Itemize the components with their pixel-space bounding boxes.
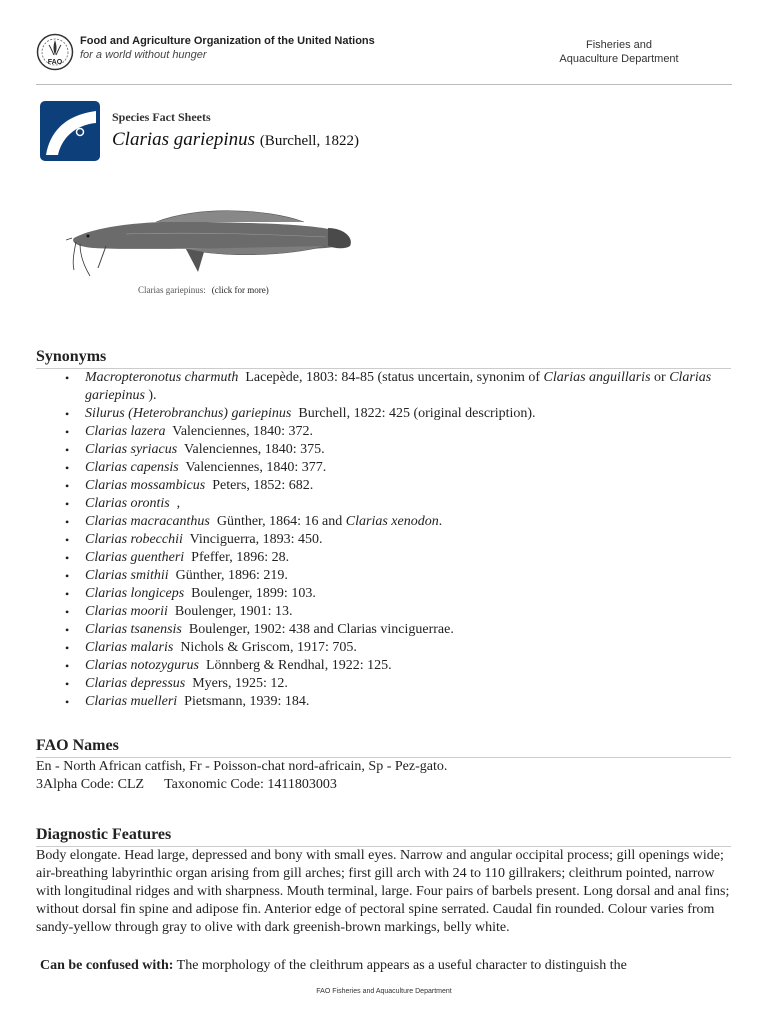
fao-logo-icon: [36, 33, 74, 71]
confused-label: Can be confused with:: [40, 958, 174, 973]
synonym-item: [85, 567, 731, 585]
synonym-item: [85, 531, 731, 549]
synonym-name: Clarias muelleri: [85, 694, 178, 709]
synonym-reference: Vinciguerra, 1893: 450.: [189, 532, 323, 547]
fao-names-line: En - North African catfish, Fr - Poisson-chat nord-africain, Sp - Pez-gato.: [36, 759, 448, 774]
synonym-item: [85, 405, 731, 423]
synonym-name: Clarias anguillaris: [543, 370, 651, 385]
figure-caption: [138, 285, 269, 295]
synonym-name: Clarias robecchii: [85, 532, 183, 547]
synonym-name: Silurus (Heterobranchus) gariepinus: [85, 406, 292, 421]
synonym-reference: Günther, 1864: 16 and: [216, 514, 346, 529]
department-line-2: Aquaculture Department: [559, 53, 679, 65]
page-footer: FAO Fisheries and Aquaculture Department: [316, 988, 452, 995]
svg-text:FAO: FAO: [47, 59, 63, 66]
synonyms-section: [36, 348, 731, 711]
synonym-item: [85, 549, 731, 567]
synonym-name: Clarias moorii: [85, 604, 168, 619]
species-name: Clarias gariepinus: [112, 129, 256, 150]
synonym-item: [85, 639, 731, 657]
synonym-reference: Lacepède, 1803: 84-85 (status uncertain, synonim of: [245, 370, 544, 385]
synonym-reference: Valenciennes, 1840: 375.: [183, 442, 325, 457]
alpha-code: 3Alpha Code: CLZ: [36, 777, 145, 792]
fao-names-section: [36, 737, 731, 794]
synonym-item: [85, 621, 731, 639]
catfish-illustration[interactable]: [66, 200, 356, 280]
header-divider: [36, 84, 732, 85]
synonym-item: [85, 585, 731, 603]
section-label: Species Fact Sheets: [112, 110, 211, 124]
synonym-item: [85, 369, 731, 405]
synonym-reference: Boulenger, 1901: 13.: [174, 604, 293, 619]
synonym-name: Clarias longiceps: [85, 586, 185, 601]
caption-text: Clarias gariepinus:: [138, 285, 206, 295]
synonym-reference: Nichols & Griscom, 1917: 705.: [180, 640, 357, 655]
synonym-reference: Myers, 1925: 12.: [192, 676, 288, 691]
codes-line: [36, 776, 731, 794]
synonym-item: [85, 459, 731, 477]
org-name: Food and Agriculture Organization of the United Nations: [80, 35, 375, 47]
synonym-name: Clarias notozygurus: [85, 658, 199, 673]
synonym-item: [85, 657, 731, 675]
synonym-name: Clarias macracanthus: [85, 514, 210, 529]
synonym-name: Macropteronotus charmuth: [85, 370, 239, 385]
synonym-name: Clarias lazera: [85, 424, 166, 439]
page-header: [36, 33, 732, 85]
synonyms-list: [36, 369, 731, 711]
synonym-reference: Peters, 1852: 682.: [212, 478, 314, 493]
diagnostic-section: [36, 826, 731, 937]
synonym-item: [85, 513, 731, 531]
diagnostic-heading: Diagnostic Features: [36, 826, 731, 847]
taxonomic-code: Taxonomic Code: 1411803003: [164, 777, 337, 792]
confused-text: The morphology of the cleithrum appears as a useful character to distinguish the: [173, 958, 627, 973]
synonym-reference: Pietsmann, 1939: 184.: [184, 694, 310, 709]
synonym-reference: Lönnberg & Rendhal, 1922: 125.: [205, 658, 392, 673]
org-block: [80, 35, 375, 61]
synonym-item: [85, 693, 731, 711]
synonym-reference: Boulenger, 1902: 438 and Clarias vinciguerrae.: [188, 622, 454, 637]
synonym-name: Clarias guentheri: [85, 550, 185, 565]
diagnostic-text: Body elongate. Head large, depressed and bony with small eyes. Narrow and angular occipital process; gill openings wide; air-breathing labyrinthic organ arising from gill arches; first gill arch with 24 to 110 gillrakers; cleithrum pointed, narrow with longitudinal ridges and with sharpness. Mouth terminal, large. Four pairs of barbels present. Long dorsal and anal fins; without dorsal fin spine and adipose fin. Anterior edge of pectoral spine serrated. Caudal fin rounded. Colour varies from sandy-yellow through gray to olive with dark greenish-brown markings, belly white.: [36, 848, 730, 935]
synonym-item: [85, 495, 731, 513]
click-for-more-link[interactable]: (click for more): [211, 285, 269, 295]
synonym-name: Clarias xenodon: [345, 514, 439, 529]
department-line-1: Fisheries and: [585, 39, 653, 51]
synonyms-heading: Synonyms: [36, 348, 731, 369]
synonym-reference: Boulenger, 1899: 103.: [191, 586, 316, 601]
synonym-name: Clarias tsanensis: [85, 622, 182, 637]
synonym-reference: Valenciennes, 1840: 372.: [172, 424, 314, 439]
synonym-reference: Günther, 1896: 219.: [175, 568, 288, 583]
synonym-item: [85, 603, 731, 621]
synonym-reference: or: [650, 370, 670, 385]
synonym-reference: .: [438, 514, 443, 529]
synonym-item: [85, 441, 731, 459]
synonym-item: [85, 477, 731, 495]
synonym-name: Clarias capensis: [85, 460, 179, 475]
synonym-name: Clarias mossambicus: [85, 478, 206, 493]
synonym-reference: Valenciennes, 1840: 377.: [185, 460, 327, 475]
species-fact-sheet-icon: [40, 101, 100, 161]
synonym-reference: Burchell, 1822: 425 (original description).: [298, 406, 536, 421]
confused-with: [40, 957, 730, 975]
synonym-reference: ,: [176, 496, 181, 511]
synonym-name: Clarias smithii: [85, 568, 169, 583]
synonym-reference: Pfeffer, 1896: 28.: [191, 550, 290, 565]
synonym-name: Clarias syriacus: [85, 442, 178, 457]
synonym-name: Clarias orontis: [85, 496, 170, 511]
synonym-name: Clarias depressus: [85, 676, 186, 691]
synonym-reference: ).: [144, 388, 157, 403]
org-tagline: for a world without hunger: [80, 49, 207, 61]
synonym-item: [85, 675, 731, 693]
species-authority: (Burchell, 1822): [259, 133, 359, 149]
department-name: [544, 38, 694, 66]
synonym-name: Clarias gariepinus: [85, 370, 712, 403]
species-title: [112, 129, 359, 151]
synonym-name: Clarias malaris: [85, 640, 174, 655]
fao-names-heading: FAO Names: [36, 737, 731, 758]
synonym-item: [85, 423, 731, 441]
